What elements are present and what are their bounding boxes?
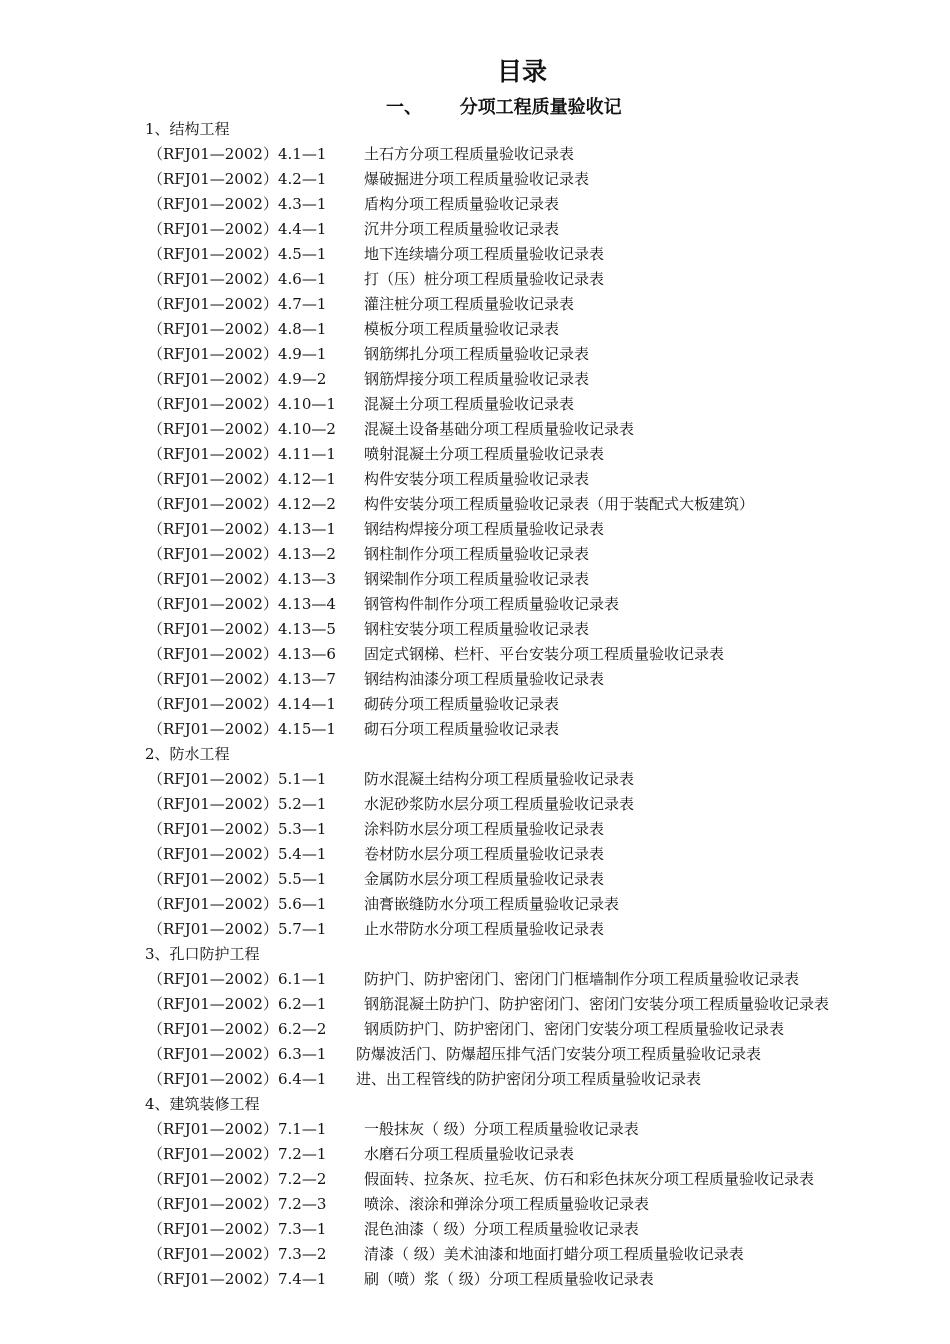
form-code: （RFJ01—2002）6.4—1 <box>148 1070 327 1088</box>
form-code: （RFJ01—2002）4.13—4 <box>148 595 336 613</box>
form-title: 砌石分项工程质量验收记录表 <box>364 720 560 738</box>
form-code: （RFJ01—2002）5.1—1 <box>148 770 327 788</box>
toc-entry <box>0 467 950 492</box>
toc-entry <box>0 1142 950 1167</box>
form-title: 灌注桩分项工程质量验收记录表 <box>364 295 575 313</box>
form-title: 混凝土分项工程质量验收记录表 <box>364 395 575 413</box>
form-code: （RFJ01—2002）5.7—1 <box>148 920 327 938</box>
form-code: （RFJ01—2002）7.2—1 <box>148 1145 327 1163</box>
form-title: 钢柱安装分项工程质量验收记录表 <box>364 620 590 638</box>
form-title: 刷（喷）浆（ 级）分项工程质量验收记录表 <box>364 1270 654 1288</box>
toc-entry <box>0 192 950 217</box>
form-title: 钢结构焊接分项工程质量验收记录表 <box>364 520 605 538</box>
form-title: 金属防水层分项工程质量验收记录表 <box>364 870 605 888</box>
toc-entry <box>0 492 950 517</box>
toc-entry <box>0 167 950 192</box>
toc-entry <box>0 292 950 317</box>
form-code: （RFJ01—2002）4.5—1 <box>148 245 327 263</box>
form-title: 钢梁制作分项工程质量验收记录表 <box>364 570 590 588</box>
toc-entry <box>0 317 950 342</box>
form-code: （RFJ01—2002）7.1—1 <box>148 1120 327 1138</box>
form-title: 卷材防水层分项工程质量验收记录表 <box>364 845 605 863</box>
form-code: （RFJ01—2002）4.8—1 <box>148 320 327 338</box>
toc-entry <box>0 392 950 417</box>
toc-entry <box>0 767 950 792</box>
form-code: （RFJ01—2002）6.1—1 <box>148 970 327 988</box>
toc-entry <box>0 592 950 617</box>
toc-entry <box>0 442 950 467</box>
form-code: （RFJ01—2002）5.6—1 <box>148 895 327 913</box>
toc-entry <box>0 567 950 592</box>
toc-entry <box>0 617 950 642</box>
form-code: （RFJ01—2002）4.14—1 <box>148 695 336 713</box>
form-title: 构件安装分项工程质量验收记录表（用于装配式大板建筑） <box>364 495 755 513</box>
form-title: 土石方分项工程质量验收记录表 <box>364 145 575 163</box>
form-code: （RFJ01—2002）5.2—1 <box>148 795 327 813</box>
form-title: 钢筋绑扎分项工程质量验收记录表 <box>364 345 590 363</box>
section-heading: 一、 分项工程质量验收记 <box>386 97 622 118</box>
form-title: 混凝土设备基础分项工程质量验收记录表 <box>364 420 635 438</box>
form-title: 一般抹灰（ 级）分项工程质量验收记录表 <box>364 1120 639 1138</box>
toc-entry <box>0 717 950 742</box>
form-title: 钢结构油漆分项工程质量验收记录表 <box>364 670 605 688</box>
form-code: （RFJ01—2002）5.4—1 <box>148 845 327 863</box>
toc-entry <box>0 867 950 892</box>
form-title: 防护门、防护密闭门、密闭门门框墙制作分项工程质量验收记录表 <box>364 970 800 988</box>
form-code: （RFJ01—2002）4.13—3 <box>148 570 336 588</box>
form-title: 钢质防护门、防护密闭门、密闭门安装分项工程质量验收记录表 <box>364 1020 785 1038</box>
form-title: 混色油漆（ 级）分项工程质量验收记录表 <box>364 1220 639 1238</box>
category-heading: 4、建筑装修工程 <box>145 1095 260 1113</box>
toc-entry <box>0 1192 950 1217</box>
toc-entry <box>0 242 950 267</box>
form-title: 钢筋混凝土防护门、防护密闭门、密闭门安装分项工程质量验收记录表 <box>364 995 830 1013</box>
form-code: （RFJ01—2002）7.2—3 <box>148 1195 327 1213</box>
toc-entry <box>0 817 950 842</box>
form-code: （RFJ01—2002）4.13—5 <box>148 620 336 638</box>
form-title: 进、出工程管线的防护密闭分项工程质量验收记录表 <box>356 1070 702 1088</box>
form-title: 打（压）桩分项工程质量验收记录表 <box>364 270 605 288</box>
document-title: 目录 <box>496 57 547 86</box>
form-title: 模板分项工程质量验收记录表 <box>364 320 560 338</box>
form-title: 涂料防水层分项工程质量验收记录表 <box>364 820 605 838</box>
form-title: 喷射混凝土分项工程质量验收记录表 <box>364 445 605 463</box>
toc-entry <box>0 367 950 392</box>
form-code: （RFJ01—2002）4.13—7 <box>148 670 336 688</box>
form-code: （RFJ01—2002）4.1—1 <box>148 145 327 163</box>
form-code: （RFJ01—2002）4.13—2 <box>148 545 336 563</box>
form-title: 防水混凝土结构分项工程质量验收记录表 <box>364 770 635 788</box>
form-title: 爆破掘进分项工程质量验收记录表 <box>364 170 590 188</box>
form-code: （RFJ01—2002）4.2—1 <box>148 170 327 188</box>
toc-entry <box>0 417 950 442</box>
toc-entry <box>0 1067 950 1092</box>
toc-entry <box>0 667 950 692</box>
toc-entry <box>0 1042 950 1067</box>
toc-entry <box>0 892 950 917</box>
form-title: 盾构分项工程质量验收记录表 <box>364 195 560 213</box>
form-code: （RFJ01—2002）4.13—1 <box>148 520 336 538</box>
toc-entry <box>0 692 950 717</box>
form-code: （RFJ01—2002）4.10—2 <box>148 420 336 438</box>
toc-entry <box>0 1267 950 1292</box>
form-code: （RFJ01—2002）4.4—1 <box>148 220 327 238</box>
table-of-contents <box>0 117 950 1292</box>
form-title: 固定式钢梯、栏杆、平台安装分项工程质量验收记录表 <box>364 645 725 663</box>
form-code: （RFJ01—2002）7.4—1 <box>148 1270 327 1288</box>
form-title: 钢筋焊接分项工程质量验收记录表 <box>364 370 590 388</box>
toc-entry <box>0 642 950 667</box>
form-code: （RFJ01—2002）4.9—1 <box>148 345 327 363</box>
toc-entry <box>0 992 950 1017</box>
form-code: （RFJ01—2002）6.3—1 <box>148 1045 327 1063</box>
form-title: 清漆（ 级）美术油漆和地面打蜡分项工程质量验收记录表 <box>364 1245 744 1263</box>
form-title: 假面转、拉条灰、拉毛灰、仿石和彩色抹灰分项工程质量验收记录表 <box>364 1170 815 1188</box>
form-code: （RFJ01—2002）4.12—2 <box>148 495 336 513</box>
toc-entry <box>0 917 950 942</box>
form-code: （RFJ01—2002）4.11—1 <box>148 445 336 463</box>
toc-entry <box>0 1167 950 1192</box>
form-code: （RFJ01—2002）5.5—1 <box>148 870 327 888</box>
form-title: 油膏嵌缝防水分项工程质量验收记录表 <box>364 895 620 913</box>
form-code: （RFJ01—2002）4.12—1 <box>148 470 336 488</box>
form-code: （RFJ01—2002）6.2—1 <box>148 995 327 1013</box>
form-title: 构件安装分项工程质量验收记录表 <box>364 470 590 488</box>
toc-entry <box>0 967 950 992</box>
toc-entry <box>0 217 950 242</box>
form-title: 防爆波活门、防爆超压排气活门安装分项工程质量验收记录表 <box>356 1045 762 1063</box>
form-title: 砌砖分项工程质量验收记录表 <box>364 695 560 713</box>
form-title: 水磨石分项工程质量验收记录表 <box>364 1145 575 1163</box>
form-code: （RFJ01—2002）4.3—1 <box>148 195 327 213</box>
form-title: 钢柱制作分项工程质量验收记录表 <box>364 545 590 563</box>
toc-entry <box>0 1117 950 1142</box>
toc-entry <box>0 1017 950 1042</box>
toc-entry <box>0 1217 950 1242</box>
form-title: 地下连续墙分项工程质量验收记录表 <box>364 245 605 263</box>
form-title: 沉井分项工程质量验收记录表 <box>364 220 560 238</box>
toc-entry <box>0 542 950 567</box>
toc-entry <box>0 842 950 867</box>
category-heading: 2、防水工程 <box>145 745 230 763</box>
form-title: 钢管构件制作分项工程质量验收记录表 <box>364 595 620 613</box>
form-code: （RFJ01—2002）6.2—2 <box>148 1020 327 1038</box>
form-code: （RFJ01—2002）4.15—1 <box>148 720 336 738</box>
toc-entry <box>0 517 950 542</box>
toc-entry <box>0 342 950 367</box>
form-code: （RFJ01—2002）4.13—6 <box>148 645 336 663</box>
form-code: （RFJ01—2002）4.7—1 <box>148 295 327 313</box>
category-heading: 3、孔口防护工程 <box>145 945 260 963</box>
toc-entry <box>0 267 950 292</box>
form-code: （RFJ01—2002）4.10—1 <box>148 395 336 413</box>
toc-entry <box>0 142 950 167</box>
category-heading: 1、结构工程 <box>145 120 230 138</box>
form-code: （RFJ01—2002）7.2—2 <box>148 1170 327 1188</box>
form-code: （RFJ01—2002）4.9—2 <box>148 370 327 388</box>
form-title: 止水带防水分项工程质量验收记录表 <box>364 920 605 938</box>
form-title: 喷涂、滚涂和弹涂分项工程质量验收记录表 <box>364 1195 650 1213</box>
toc-entry <box>0 1242 950 1267</box>
form-code: （RFJ01—2002）5.3—1 <box>148 820 327 838</box>
form-code: （RFJ01—2002）7.3—2 <box>148 1245 327 1263</box>
form-title: 水泥砂浆防水层分项工程质量验收记录表 <box>364 795 635 813</box>
toc-entry <box>0 792 950 817</box>
form-code: （RFJ01—2002）7.3—1 <box>148 1220 327 1238</box>
form-code: （RFJ01—2002）4.6—1 <box>148 270 327 288</box>
